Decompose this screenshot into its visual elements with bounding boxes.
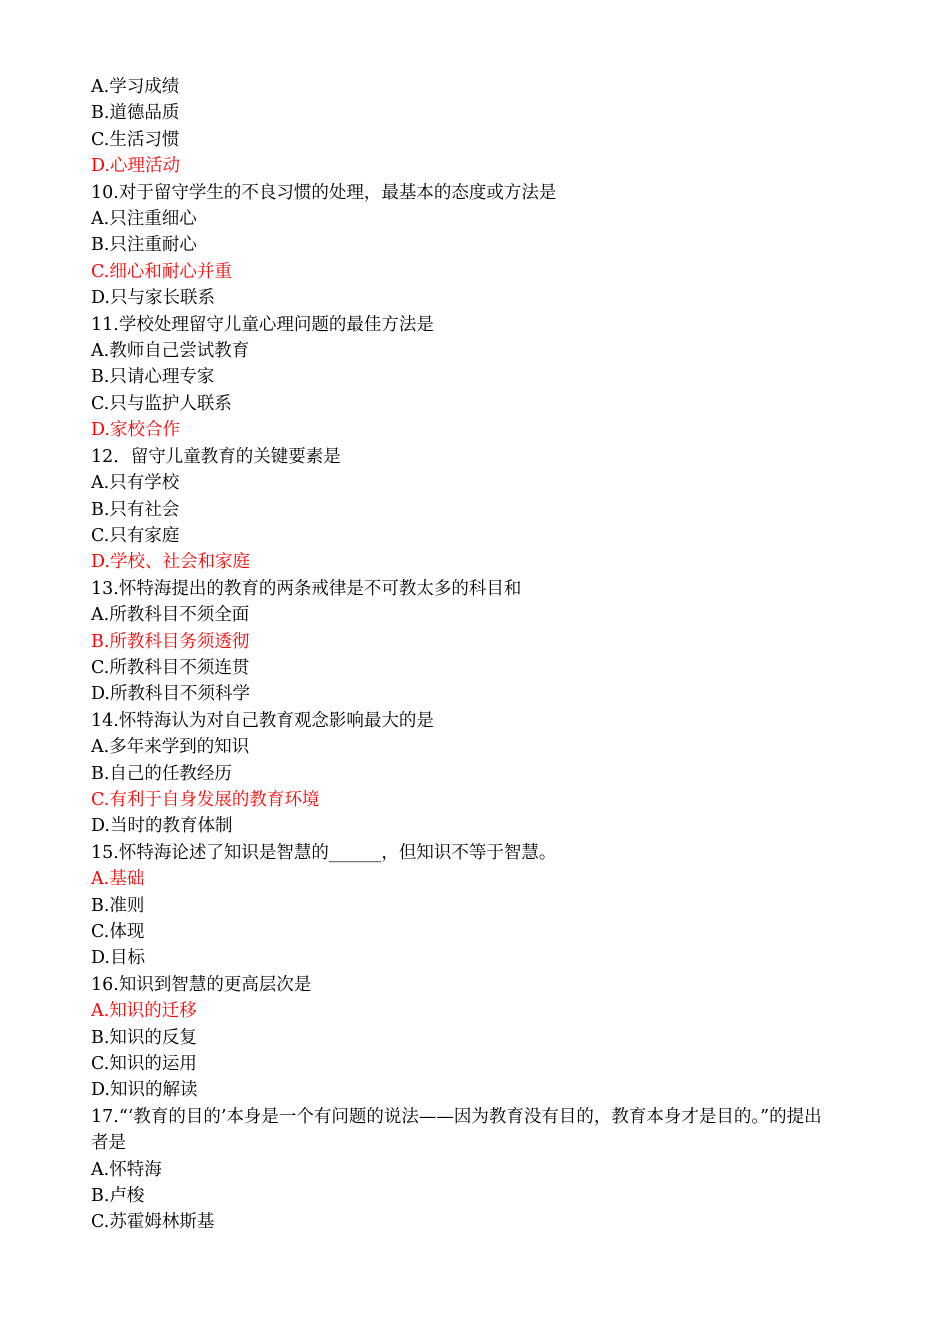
option-line: D.知识的解读 [91, 1080, 198, 1101]
option-line: B.只请心理专家 [91, 367, 215, 388]
question-line: 13.怀特海提出的教育的两条戒律是不可教太多的科目和 [91, 578, 522, 599]
option-line: B.自己的任教经历 [91, 763, 232, 784]
question-line: 15.怀特海论述了知识是智慧的______，但知识不等于智慧。 [91, 842, 557, 863]
option-line: C.知识的运用 [91, 1054, 197, 1075]
question-line: 14.怀特海认为对自己教育观念影响最大的是 [91, 710, 434, 731]
correct-answer-line: C.有利于自身发展的教育环境 [91, 789, 320, 810]
option-line: A.只注重细心 [91, 209, 197, 230]
correct-answer-line: A.知识的迁移 [91, 1001, 197, 1022]
option-line: A.怀特海 [91, 1159, 162, 1180]
option-line: B.知识的反复 [91, 1027, 197, 1048]
option-line: B.道德品质 [91, 103, 180, 124]
option-line: D.只与家长联系 [91, 288, 215, 309]
option-line: A.只有学校 [91, 473, 180, 494]
correct-answer-line: D.家校合作 [91, 420, 180, 441]
question-line: 17.“‘教育的目的’本身是一个有问题的说法——因为教育没有目的，教育本身才是目的。”的提出者是 [91, 1106, 822, 1154]
option-line: B.准则 [91, 895, 145, 916]
question-line: 11.学校处理留守儿童心理问题的最佳方法是 [91, 314, 434, 335]
option-line: C.生活习惯 [91, 129, 180, 150]
option-line: A.教师自己尝试教育 [91, 341, 250, 362]
correct-answer-line: D.学校、社会和家庭 [91, 552, 250, 573]
correct-answer-line: A.基础 [91, 869, 145, 890]
question-line: 16.知识到智慧的更高层次是 [91, 974, 312, 995]
option-line: A.学习成绩 [91, 77, 180, 97]
option-line: D.所教科目不须科学 [91, 684, 250, 705]
document-page [91, 74, 831, 1236]
correct-answer-line: B.所教科目务须透彻 [91, 631, 250, 652]
option-line: A.所教科目不须全面 [91, 605, 250, 626]
correct-answer-line: D.心理活动 [91, 156, 180, 177]
option-line: A.多年来学到的知识 [91, 737, 250, 758]
option-line: C.所教科目不须连贯 [91, 657, 250, 678]
option-line: C.只有家庭 [91, 525, 180, 546]
option-line: B.只有社会 [91, 499, 180, 520]
option-line: C.只与监护人联系 [91, 393, 232, 414]
option-line: B.卢梭 [91, 1186, 145, 1207]
option-line: C.体现 [91, 922, 145, 942]
option-line: C.苏霍姆林斯基 [91, 1212, 215, 1233]
option-line: B.只注重耐心 [91, 235, 197, 256]
correct-answer-line: C.细心和耐心并重 [91, 261, 232, 282]
question-line: 12．留守儿童教育的关键要素是 [91, 446, 341, 467]
option-line: D.当时的教育体制 [91, 816, 233, 837]
option-line: D.目标 [91, 948, 145, 969]
question-line: 10.对于留守学生的不良习惯的处理，最基本的态度或方法是 [91, 182, 557, 203]
